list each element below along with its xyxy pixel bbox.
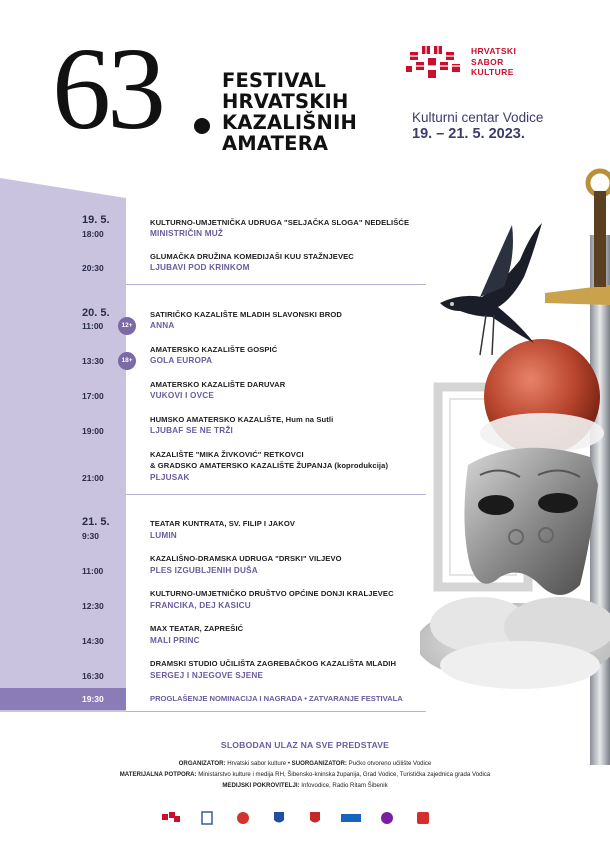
closing-ceremony: PROGLAŠENJE NOMINACIJA I NAGRADA • ZATVARANJE FESTIVALA — [150, 694, 403, 703]
theatre-artwork — [420, 165, 610, 785]
event-play: LJUBAF SE NE TRŽI — [150, 426, 234, 435]
event-play: MINISTRIČIN MUŽ — [150, 229, 224, 238]
event-troupe: TEATAR KUNTRATA, SV. FILIP I JAKOV — [150, 519, 296, 528]
event-time: 17:00 — [82, 391, 104, 401]
title-line: FESTIVAL — [222, 69, 327, 92]
age-rating-badge: 18+ — [118, 352, 136, 370]
event-time: 20:30 — [82, 263, 104, 273]
day-separator — [126, 284, 426, 285]
day-date: 19. 5. — [82, 214, 110, 226]
ministry-icon — [196, 810, 218, 826]
pou-vodice-icon — [232, 810, 254, 826]
event-time: 16:30 — [82, 671, 104, 681]
event-time: 21:00 — [82, 473, 104, 483]
credits-support: MATERIJALNA POTPORA: Ministarstvo kulture i medija RH, Šibensko-kninska županija, Grad Vodice, Turistička zajednica grada Vodica — [119, 771, 491, 778]
event-play: PLJUSAK — [150, 473, 190, 482]
title-line: KAZALIŠNIH — [222, 111, 358, 134]
edition-dot — [194, 118, 210, 134]
event-play: FRANCIKA, DEJ KASICU — [150, 601, 251, 610]
hsk-logo-text: HRVATSKI SABOR KULTURE — [471, 46, 517, 77]
event-play: LJUBAVI POD KRINKOM — [150, 263, 250, 272]
event-time: 9:30 — [82, 531, 100, 541]
event-troupe: KULTURNO-UMJETNIČKA UDRUGA "SELJAČKA SLOGA" NEDELIŠĆE — [150, 218, 410, 227]
day-separator — [126, 494, 426, 495]
free-entry-note: SLOBODAN ULAZ NA SVE PREDSTAVE — [220, 740, 390, 750]
event-troupe: SATIRIČKO KAZALIŠTE MLADIH SLAVONSKI BROD — [150, 310, 342, 319]
hsk-logo-icon — [406, 42, 464, 82]
event-troupe: KAZALIŠNO-DRAMSKA UDRUGA "DRSKI" VILJEVO — [150, 554, 342, 563]
event-troupe: MAX TEATAR, ZAPREŠIĆ — [150, 624, 244, 633]
credits-media: MEDIJSKI POKROVITELJI: Infovodice, Radio Ritam Šibenik — [222, 782, 388, 789]
day-date: 20. 5. — [82, 307, 110, 319]
infovodice-icon — [376, 810, 398, 826]
venue: Kulturni centar Vodice — [412, 110, 544, 125]
vodice-crest-icon — [304, 810, 326, 826]
event-play: LUMIN — [150, 531, 177, 540]
event-troupe: KAZALIŠTE "MIKA ŽIVKOVIĆ" RETKOVCI — [150, 450, 304, 459]
event-time: 18:00 — [82, 229, 104, 239]
event-time: 19:00 — [82, 426, 104, 436]
title-line: AMATERA — [222, 132, 329, 155]
radio-ritam-icon — [412, 810, 434, 826]
credits-organizer: ORGANIZATOR: Hrvatski sabor kulture • SUORGANIZATOR: Pučko otvoreno učilište Vodice — [178, 760, 432, 767]
title-line: HRVATSKIH — [222, 90, 349, 113]
county-crest-icon — [268, 810, 290, 826]
age-rating-badge: 12+ — [118, 317, 136, 335]
event-play: GOLA EUROPA — [150, 356, 213, 365]
event-play: VUKOVI I OVCE — [150, 391, 215, 400]
festival-dates: 19. – 21. 5. 2023. — [412, 126, 525, 142]
event-time: 14:30 — [82, 636, 104, 646]
event-play: PLES IZGUBLJENIH DUŠA — [150, 566, 258, 575]
schedule-end-separator — [126, 711, 426, 712]
event-time: 12:30 — [82, 601, 104, 611]
event-troupe: DRAMSKI STUDIO UČILIŠTA ZAGREBAČKOG KAZALIŠTA MLADIH — [150, 659, 397, 668]
hsk-sponsor-icon — [160, 810, 182, 826]
event-time: 11:00 — [82, 321, 104, 331]
event-troupe: AMATERSKO KAZALIŠTE DARUVAR — [150, 380, 286, 389]
edition-number: 63 — [52, 23, 162, 154]
event-play: ANNA — [150, 321, 175, 330]
festival-title — [222, 70, 357, 154]
event-troupe-coproduction: & GRADSKO AMATERSKO KAZALIŠTE ŽUPANJA (koprodukcija) — [150, 461, 389, 470]
event-troupe: HUMSKO AMATERSKO KAZALIŠTE, Hum na Sutli — [150, 415, 334, 424]
sponsor-logos — [160, 810, 434, 826]
event-troupe: AMATERSKO KAZALIŠTE GOSPIĆ — [150, 345, 278, 354]
day-date: 21. 5. — [82, 516, 110, 528]
tz-vodice-icon — [340, 810, 362, 826]
event-time: 13:30 — [82, 356, 104, 366]
event-play: MALI PRINC — [150, 636, 200, 645]
closing-time: 19:30 — [82, 694, 104, 704]
event-time: 11:00 — [82, 566, 104, 576]
event-troupe: KULTURNO-UMJETNIČKO DRUŠTVO OPĆINE DONJI KRALJEVEC — [150, 589, 394, 598]
event-play: SERGEJ I NJEGOVE SJENE — [150, 671, 264, 680]
event-troupe: GLUMAČKA DRUŽINA KOMEDIJAŠI KUU STAŽNJEVEC — [150, 252, 354, 261]
